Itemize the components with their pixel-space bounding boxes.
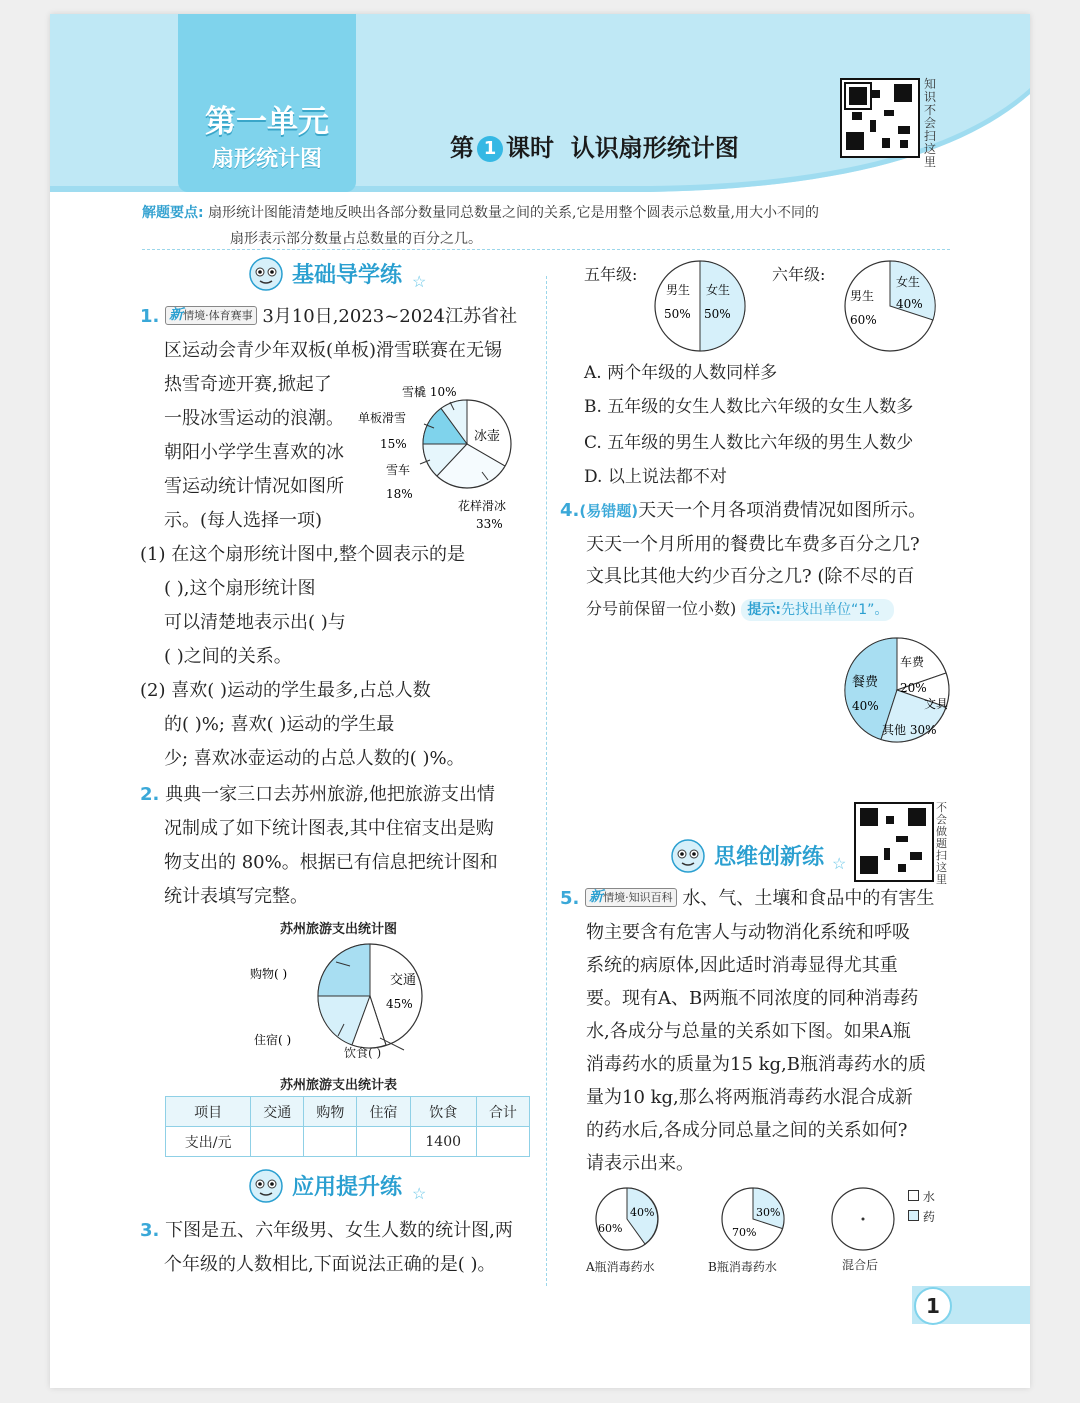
q4-label-car-pct: 20% [900,681,927,695]
qr-label-top: 知识不会扫这里 [924,77,937,169]
q5-badge-xin: 新 [589,889,604,905]
q3-line-1 [140,1214,513,1248]
q3-g6-girl-pct: 40% [896,297,923,311]
q5-badge-text: 情境·知识百科 [603,891,673,904]
q5-a-pct-med: 40% [630,1206,655,1219]
lesson-suffix: 课时 [506,134,554,162]
q2-label-transport-pct: 45% [386,997,413,1011]
table-header-cell: 交通 [251,1097,304,1127]
section-apply [246,1166,436,1206]
q5-b-pct-med: 30% [756,1206,781,1219]
q1-label-sled: 雪橇 10% [402,385,457,399]
table-cell: 1400 [410,1127,476,1157]
q1-label-curling: 冰壶 [474,429,501,444]
q1-sub1-line-1: (1) 在这个扇形统计图中,整个圆表示的是 [140,544,465,565]
q3-option-a[interactable]: A. 两个年级的人数同样多 [584,363,778,383]
q4-label-stationery: 文具 [924,697,949,711]
q5-legend-med [908,1208,935,1225]
section-apply-title: 应用提升练 [292,1175,403,1200]
mascot-icon [668,836,708,876]
q1-badge-xin: 新 [169,307,184,323]
q1-line-3: 热雪奇迹开赛,掀起了 [164,374,332,395]
q1-badge-text: 情境·体育赛事 [183,309,253,322]
star-icon: ☆ [832,854,847,873]
qr-code-icon[interactable] [854,802,934,882]
q2-label-transport: 交通 [390,973,417,988]
q2-expense-table [165,1096,530,1157]
q5-legend-water-text: 水 [922,1190,935,1204]
q5-line-7: 量为10 kg,那么将两瓶消毒药水混合成新 [586,1087,913,1108]
unit-title: 第一单元 [205,104,329,140]
q1-label-snowmobile-pct: 18% [386,487,413,501]
q5-line-4: 要。现有A、B两瓶不同浓度的同种消毒药 [586,988,919,1009]
q3-g5-boy-pct: 50% [664,307,691,321]
table-header-cell: 购物 [304,1097,357,1127]
table-header-cell: 饮食 [410,1097,476,1127]
table-cell: 支出/元 [166,1127,251,1157]
q5-bottle-a-pie [594,1186,664,1256]
q5-legend-med-text: 药 [922,1210,935,1224]
q1-line-6: 雪运动统计情况如图所 [164,476,344,497]
q3-grade5-label: 五年级: [584,265,638,284]
page-number: 1 [914,1287,952,1325]
q1-line-5: 朝阳小学学生喜欢的冰 [164,442,344,463]
q3-number: 3. [140,1220,160,1241]
q5-text-0: 水、气、土壤和食品中的有害生 [682,888,935,909]
q5-bottle-b-pie [720,1186,790,1256]
q2-text-0: 典典一家三口去苏州旅游,他把旅游支出情 [165,784,495,805]
q1-sub1-line-2: ( ),这个扇形统计图 [164,578,316,599]
q1-text-0: 3月10日,2023~2024江苏省社 [262,306,518,327]
q2-line-4: 统计表填写完整。 [164,886,308,907]
q4-hint-label: 提示: [747,602,781,618]
q4-line-1 [560,494,926,528]
q4-text-3: 分号前保留一位小数) [586,599,737,618]
q3-g5-boy: 男生 [666,283,691,297]
q5-badge [585,888,677,907]
q3-g6-boy: 男生 [850,289,875,303]
q1-sub1-line-4: ( )之间的关系。 [164,646,292,667]
q5-line-3: 系统的病原体,因此适时消毒显得尤其重 [586,955,898,976]
q5-a-pct-water: 60% [598,1222,623,1235]
section-basic-title: 基础导学练 [292,263,403,288]
q1-badge [165,306,257,325]
lesson-prefix: 第 [450,134,474,162]
q2-label-shopping: 购物( ) [250,967,288,981]
q1-label-figure-pct: 33% [476,517,503,530]
q1-line-7: 示。(每人选择一项) [164,510,323,531]
column-divider [546,276,547,1286]
table-header-cell: 项目 [166,1097,251,1127]
q2-pie-chart [240,938,440,1068]
q5-legend-water [908,1188,935,1205]
q4-label-other: 其他 30% [882,723,937,737]
q1-label-snowmobile: 雪车 [386,463,411,477]
q2-table-title: 苏州旅游支出统计表 [280,1078,398,1093]
qr-code-icon[interactable] [840,78,920,158]
q4-label-meal-pct: 40% [852,699,879,713]
q1-number: 1. [140,306,160,327]
q1-sub2-line-1: (2) 喜欢( )运动的学生最多,占总人数 [140,680,431,701]
q5-line-2: 物主要含有危害人与动物消化系统和呼吸 [586,922,910,943]
q1-line-1 [140,300,517,334]
q1-label-figure: 花样滑冰 [458,499,507,513]
q3-g6-girl: 女生 [896,275,921,289]
q3-option-d[interactable]: D. 以上说法都不对 [584,467,727,487]
q5-a-label: A瓶消毒药水 [586,1260,655,1274]
mascot-icon [246,1166,286,1206]
q2-chart-title: 苏州旅游支出统计图 [280,922,398,937]
q5-b-pct-water: 70% [732,1226,757,1239]
q2-line-2: 况制成了如下统计图表,其中住宿支出是购 [164,818,494,839]
q3-g5-girl-slice [700,261,745,351]
q1-pie-chart [350,370,540,530]
q3-g5-girl: 女生 [706,283,731,297]
star-icon: ☆ [412,272,427,291]
tip-box [142,200,950,252]
section-think-title: 思维创新练 [714,845,825,870]
q1-label-snowboard: 单板滑雪 [358,411,407,425]
q2-number: 2. [140,784,160,805]
table-cell-input[interactable] [357,1127,410,1157]
q1-sub2-line-3: 少; 喜欢冰壶运动的占总人数的( )%。 [164,748,465,769]
q4-tag: (易错题) [579,502,639,520]
q3-grade5-pie [652,256,752,356]
qr-label-mid: 不会做题扫这里 [936,801,947,886]
tip-line-2: 扇形表示部分数量占总数量的百分之几。 [230,231,482,247]
tip-divider [142,249,950,250]
table-cell-input[interactable] [304,1127,357,1157]
q2-label-food: 饮食( ) [344,1046,382,1060]
workbook-page [50,14,1030,1388]
q4-pie-chart [840,634,960,749]
q5-mix-label: 混合后 [842,1258,879,1272]
q3-option-b[interactable]: B. 五年级的女生人数比六年级的女生人数多 [584,397,914,417]
table-row [166,1097,530,1127]
q3-text-0: 下图是五、六年级男、女生人数的统计图,两 [165,1220,513,1241]
q5-line-5: 水,各成分与总量的关系如下图。如果A瓶 [586,1021,911,1042]
q2-slice-shopping [318,944,370,996]
q4-number: 4. [560,500,580,521]
q3-grade6-label: 六年级: [772,265,826,284]
q5-number: 5. [560,888,580,909]
mascot-icon [246,254,286,294]
q3-option-c[interactable]: C. 五年级的男生人数比六年级的男生人数少 [584,433,914,453]
tip-label: 解题要点: [142,205,204,221]
q4-label-meal: 餐费 [852,675,879,690]
q5-line-1 [560,882,934,916]
q4-line-4 [586,592,894,626]
q4-hint [741,599,894,621]
q5-line-8: 的药水后,各成分同总量之间的关系如何? [586,1120,908,1141]
section-think [668,836,858,876]
table-header-cell: 合计 [476,1097,529,1127]
star-icon: ☆ [412,1184,427,1203]
q2-line-1 [140,778,495,812]
q4-label-car: 车费 [900,655,925,669]
table-row [166,1127,530,1157]
table-header-cell: 住宿 [357,1097,410,1127]
lesson-heading [450,128,739,163]
q1-line-2: 区运动会青少年双板(单板)滑雪联赛在无锡 [164,340,503,361]
q1-sub1-line-3: 可以清楚地表示出( )与 [164,612,346,633]
q1-label-snowboard-pct: 15% [380,437,407,451]
table-cell-input[interactable] [476,1127,529,1157]
q3-grade6-pie [840,256,940,356]
q5-mix-pie[interactable] [830,1186,900,1256]
q1-sub2-line-2: 的( )%; 喜欢( )运动的学生最 [164,714,395,735]
q4-text-0: 天天一个月各项消费情况如图所示。 [638,500,927,521]
q2-line-3: 物支出的 80%。根据已有信息把统计图和 [164,852,498,873]
q3-g5-girl-pct: 50% [704,307,731,321]
unit-subtitle: 扇形统计图 [211,147,322,172]
q4-line-2: 天天一个月所用的餐费比车费多百分之几? [586,534,920,555]
section-basic [246,254,436,294]
q1-line-4: 一股冰雪运动的浪潮。 [164,408,344,429]
q5-b-label: B瓶消毒药水 [708,1260,777,1274]
q3-line-2: 个年级的人数相比,下面说法正确的是( )。 [164,1254,496,1275]
q4-hint-text: 先找出单位“1”。 [780,602,889,618]
q3-g6-boy-pct: 60% [850,313,877,327]
table-cell-input[interactable] [251,1127,304,1157]
q5-line-6: 消毒药水的质量为15 kg,B瓶消毒药水的质 [586,1054,927,1075]
lesson-title: 认识扇形统计图 [570,134,739,162]
q5-line-9: 请表示出来。 [586,1153,694,1174]
q2-label-lodging: 住宿( ) [254,1033,292,1047]
tip-line-1: 扇形统计图能清楚地反映出各部分数量同总数量之间的关系,它是用整个圆表示总数量,用大小不同的 [208,205,819,221]
q4-line-3: 文具比其他大约少百分之几? (除不尽的百 [586,566,915,587]
lesson-number: 1 [477,136,503,162]
